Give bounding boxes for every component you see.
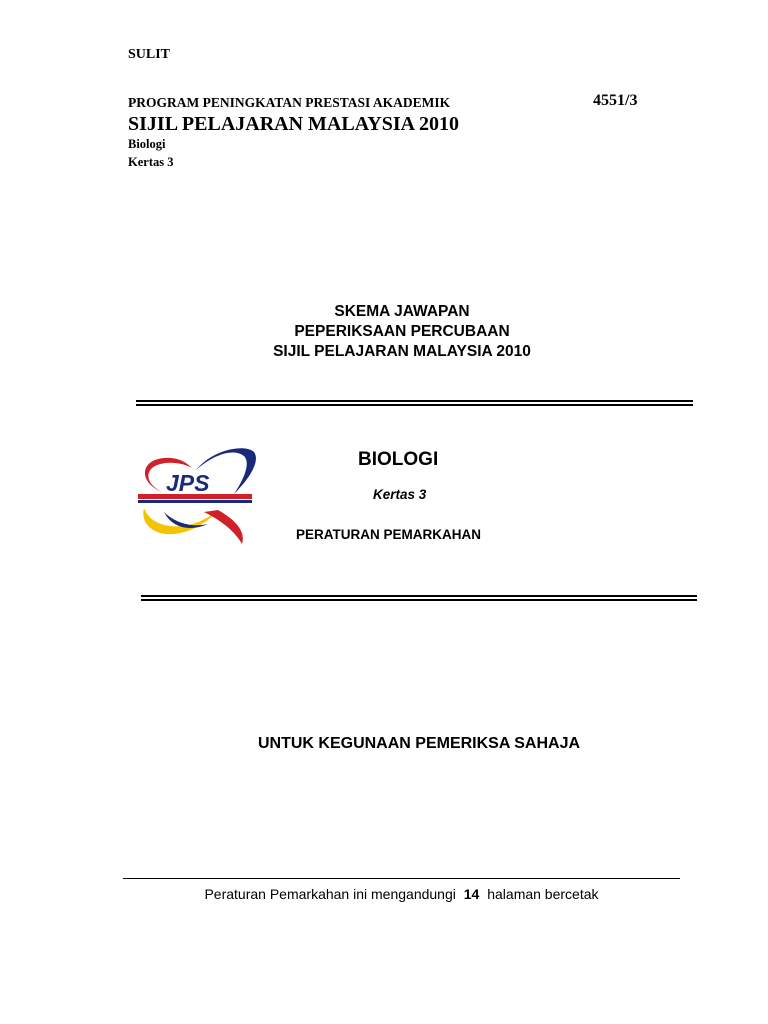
title-line-3: SIJIL PELAJARAN MALAYSIA 2010	[273, 343, 531, 360]
subject-label: Biologi	[128, 137, 166, 151]
subject-heading: BIOLOGI	[358, 449, 439, 470]
paper-label: Kertas 3	[128, 155, 174, 169]
logo-text: JPS	[166, 470, 210, 496]
paper-code: 4551/3	[593, 92, 638, 109]
jps-logo	[134, 442, 260, 546]
footer-divider	[123, 878, 680, 879]
title-line-2: PEPERIKSAAN PERCUBAAN	[294, 323, 510, 340]
classification-label: SULIT	[128, 47, 171, 62]
examiner-notice: UNTUK KEGUNAAN PEMERIKSA SAHAJA	[257, 735, 581, 752]
footer-text-before: Peraturan Pemarkahan ini mengandungi	[204, 886, 456, 902]
divider-top	[136, 400, 693, 406]
paper-heading: Kertas 3	[373, 487, 427, 502]
footer-note	[123, 886, 680, 902]
exam-title: SIJIL PELAJARAN MALAYSIA 2010	[128, 113, 459, 135]
document-type: PERATURAN PEMARKAHAN	[296, 527, 481, 542]
page-count: 14	[463, 886, 480, 902]
divider-bottom	[141, 595, 697, 601]
footer-text-after: halaman bercetak	[487, 886, 599, 902]
title-block	[128, 302, 676, 362]
title-line-1: SKEMA JAWAPAN	[334, 303, 470, 320]
logo-blue-bar	[138, 500, 252, 503]
program-title: PROGRAM PENINGKATAN PRESTASI AKADEMIK	[128, 95, 451, 110]
logo-blue-ribbon	[164, 512, 208, 528]
logo-red-swoosh-lower	[204, 510, 243, 544]
